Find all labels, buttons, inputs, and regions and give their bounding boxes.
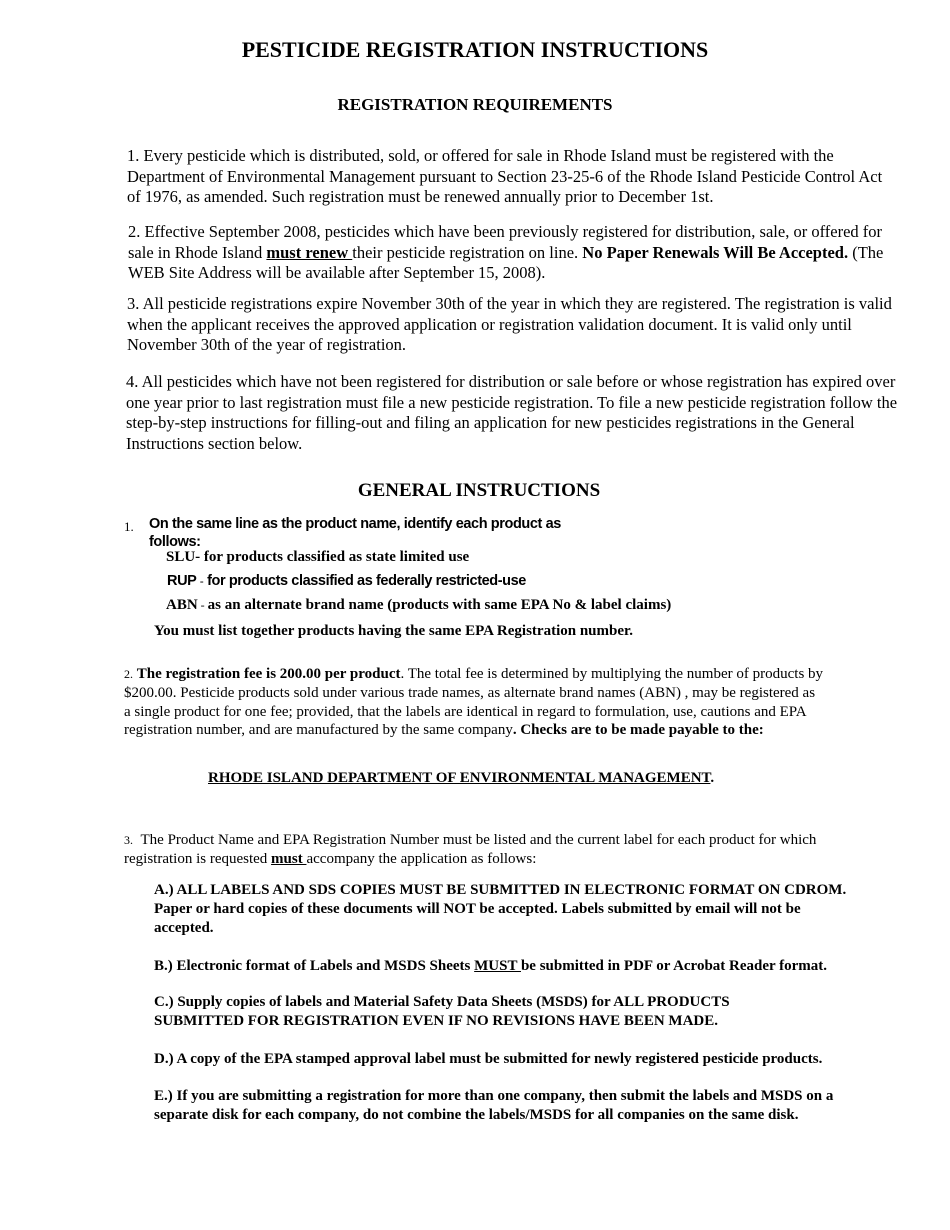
requirement-e: E.) If you are submitting a registration for more than one company, then submit the labels and MSDS on a separate disk for each company, do not combine the labels/MSDS for all companies on the same disk.	[154, 1088, 834, 1123]
rup-definition	[167, 573, 526, 590]
step-1-number: 1.	[124, 519, 134, 534]
step-1-text: On the same line as the product name, identify each product as follows:	[149, 516, 561, 550]
requirement-b-after: be submitted in PDF or Acrobat Reader format.	[520, 958, 828, 974]
requirement-c: C.) Supply copies of labels and Material Safety Data Sheets (MSDS) for ALL PRODUCTS SUBMITTED FOR REGISTRATION EVEN IF NO REVISIONS HAVE BEEN MADE.	[154, 994, 730, 1029]
abn-dash: -	[197, 598, 208, 612]
rup-dash: -	[196, 574, 208, 588]
step-3-after: accompany the application as follows:	[306, 850, 537, 867]
registration-fee-lead: The registration fee is 200.00 per product	[136, 666, 401, 682]
rup-text: for products classified as federally restricted-use	[207, 573, 526, 589]
requirement-a: A.) ALL LABELS AND SDS COPIES MUST BE SUBMITTED IN ELECTRONIC FORMAT ON CDROM. Paper or hard copies of these documents will NOT be accepted. Labels submitted by email will not be accepted.	[154, 882, 847, 936]
registration-requirements-heading: REGISTRATION REQUIREMENTS	[337, 95, 613, 114]
abn-code: ABN	[166, 597, 198, 613]
slu-definition: SLU- for products classified as state limited use	[166, 549, 470, 565]
no-paper-renewals-notice: No Paper Renewals Will Be Accepted.	[582, 242, 849, 262]
step-3-text: The Product Name and EPA Registration Number must be listed and the current label for each product for which registration is requested	[124, 832, 817, 867]
checks-payable-text: . Checks are to be made payable to the:	[512, 722, 764, 739]
requirement-b-text: B.) Electronic format of Labels and MSDS Sheets	[154, 958, 475, 974]
requirement-item-3: 3. All pesticide registrations expire November 30th of the year in which they are registered. The registration is valid when the applicant receives the approved application or registration validation document. It is valid only until November 30th of the year of registration.	[127, 294, 892, 354]
general-instructions-heading: GENERAL INSTRUCTIONS	[357, 480, 601, 501]
requirement-d: D.) A copy of the EPA stamped approval label must be submitted for newly registered pesticide products.	[154, 1051, 823, 1067]
requirement-b-must: MUST	[474, 958, 521, 974]
requirement-item-1: 1. Every pesticide which is distributed, sold, or offered for sale in Rhode Island must be registered with the Department of Environmental Management pursuant to Section 23-25-6 of the Rhode Island Pesticide Control Act of 1976, as amended. Such registration must be renewed annually prior to December 1st.	[127, 146, 883, 206]
same-epa-note: You must list together products having the same EPA Registration number.	[154, 623, 634, 639]
step-2-body: . The total fee is determined by multiplying the number of products by $200.00. Pesticide products sold under various trade names, as alternate brand names (ABN) , may be registered as a single product for one fee; provided, that the labels are identical in regard to formulation, use, cautions and EPA registration number, and are manufactured by the same company	[124, 666, 824, 739]
requirement-item-4: 4. All pesticides which have not been registered for distribution or sale before or whose registration has expired over one year prior to last registration must file a new pesticide registration. To file a new pesticide registration follow the step-by-step instructions for filling-out and filing an application for new pesticides registrations in the General Instructions section below.	[126, 372, 898, 453]
step-3-number: 3.	[124, 833, 133, 847]
payee-department: RHODE ISLAND DEPARTMENT OF ENVIRONMENTAL MANAGEMENT	[208, 770, 711, 786]
abn-definition	[166, 597, 671, 614]
abn-text: as an alternate brand name (products with same EPA No & label claims)	[207, 597, 672, 613]
payee-period: .	[710, 770, 715, 786]
step-2-number: 2.	[124, 667, 133, 681]
requirement-2-middle: their pesticide registration on line.	[352, 242, 583, 262]
step-2-paragraph	[124, 665, 824, 740]
step-3-paragraph	[124, 831, 859, 869]
page-title: PESTICIDE REGISTRATION INSTRUCTIONS	[241, 37, 709, 62]
rup-code: RUP	[167, 573, 197, 589]
requirement-2-text: 2. Effective September 2008, pesticides which have been previously registered for distribution, sale, or offered for sale in Rhode Island	[128, 222, 883, 262]
payee-name	[208, 770, 714, 787]
must-renew-emphasis: must renew	[266, 242, 353, 262]
requirement-2-after: (The WEB Site Address will be available after September 15, 2008).	[128, 242, 884, 282]
must-emphasis: must	[271, 850, 307, 867]
requirement-b	[154, 957, 874, 976]
requirement-item-2	[128, 222, 903, 284]
